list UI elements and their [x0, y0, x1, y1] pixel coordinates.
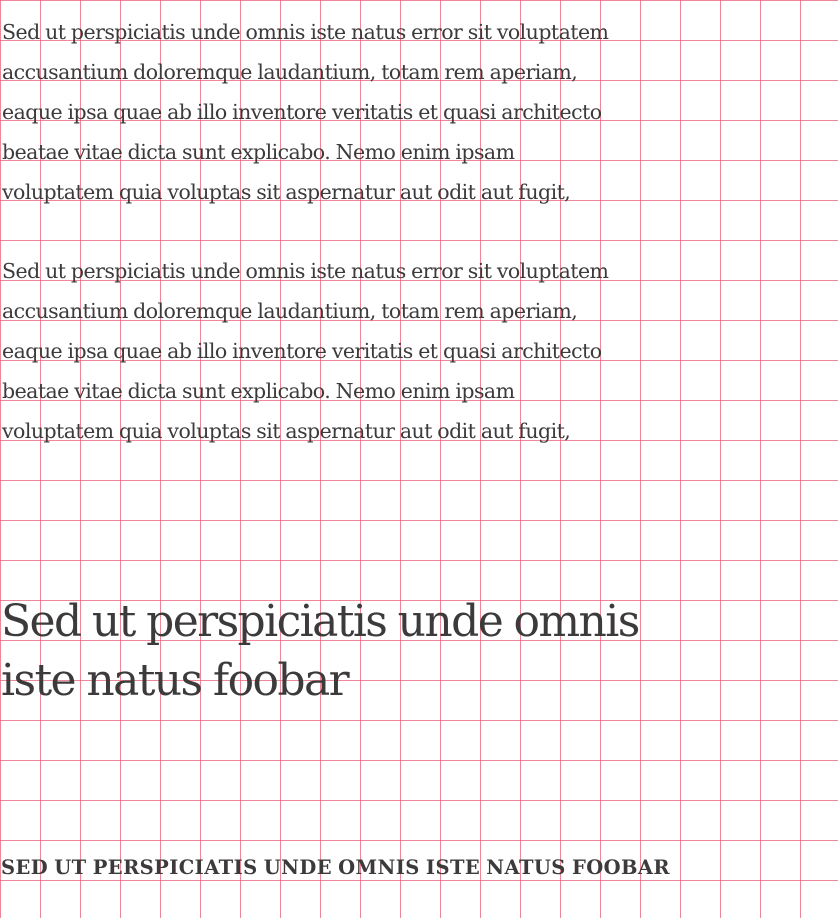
- paragraph-line: beatae vitae dicta sunt explicabo. Nemo enim ipsam: [2, 140, 515, 164]
- paragraph-line: voluptatem quia voluptas sit aspernatur aut odit aut fugit,: [2, 419, 571, 443]
- paragraph-line: accusantium doloremque laudantium, totam rem aperiam,: [2, 60, 578, 84]
- paragraph-line: accusantium doloremque laudantium, totam rem aperiam,: [2, 299, 578, 323]
- paragraph-line: beatae vitae dicta sunt explicabo. Nemo enim ipsam: [2, 379, 515, 403]
- paragraph-line: eaque ipsa quae ab illo inventore veritatis et quasi architecto: [2, 100, 602, 124]
- paragraph-line: Sed ut perspiciatis unde omnis iste natus error sit voluptatem: [2, 20, 609, 44]
- heading-line: Sed ut perspiciatis unde omnis: [1, 596, 639, 647]
- heading-line: iste natus foobar: [1, 655, 349, 706]
- body-paragraph-1: [2, 12, 802, 212]
- large-heading: [1, 592, 837, 710]
- small-caps-heading: SED UT PERSPICIATIS UNDE OMNIS ISTE NATUS FOOBAR: [1, 856, 671, 879]
- body-paragraph-2: [2, 251, 802, 451]
- paragraph-line: eaque ipsa quae ab illo inventore veritatis et quasi architecto: [2, 339, 602, 363]
- paragraph-line: voluptatem quia voluptas sit aspernatur aut odit aut fugit,: [2, 180, 571, 204]
- paragraph-line: Sed ut perspiciatis unde omnis iste natus error sit voluptatem: [2, 259, 609, 283]
